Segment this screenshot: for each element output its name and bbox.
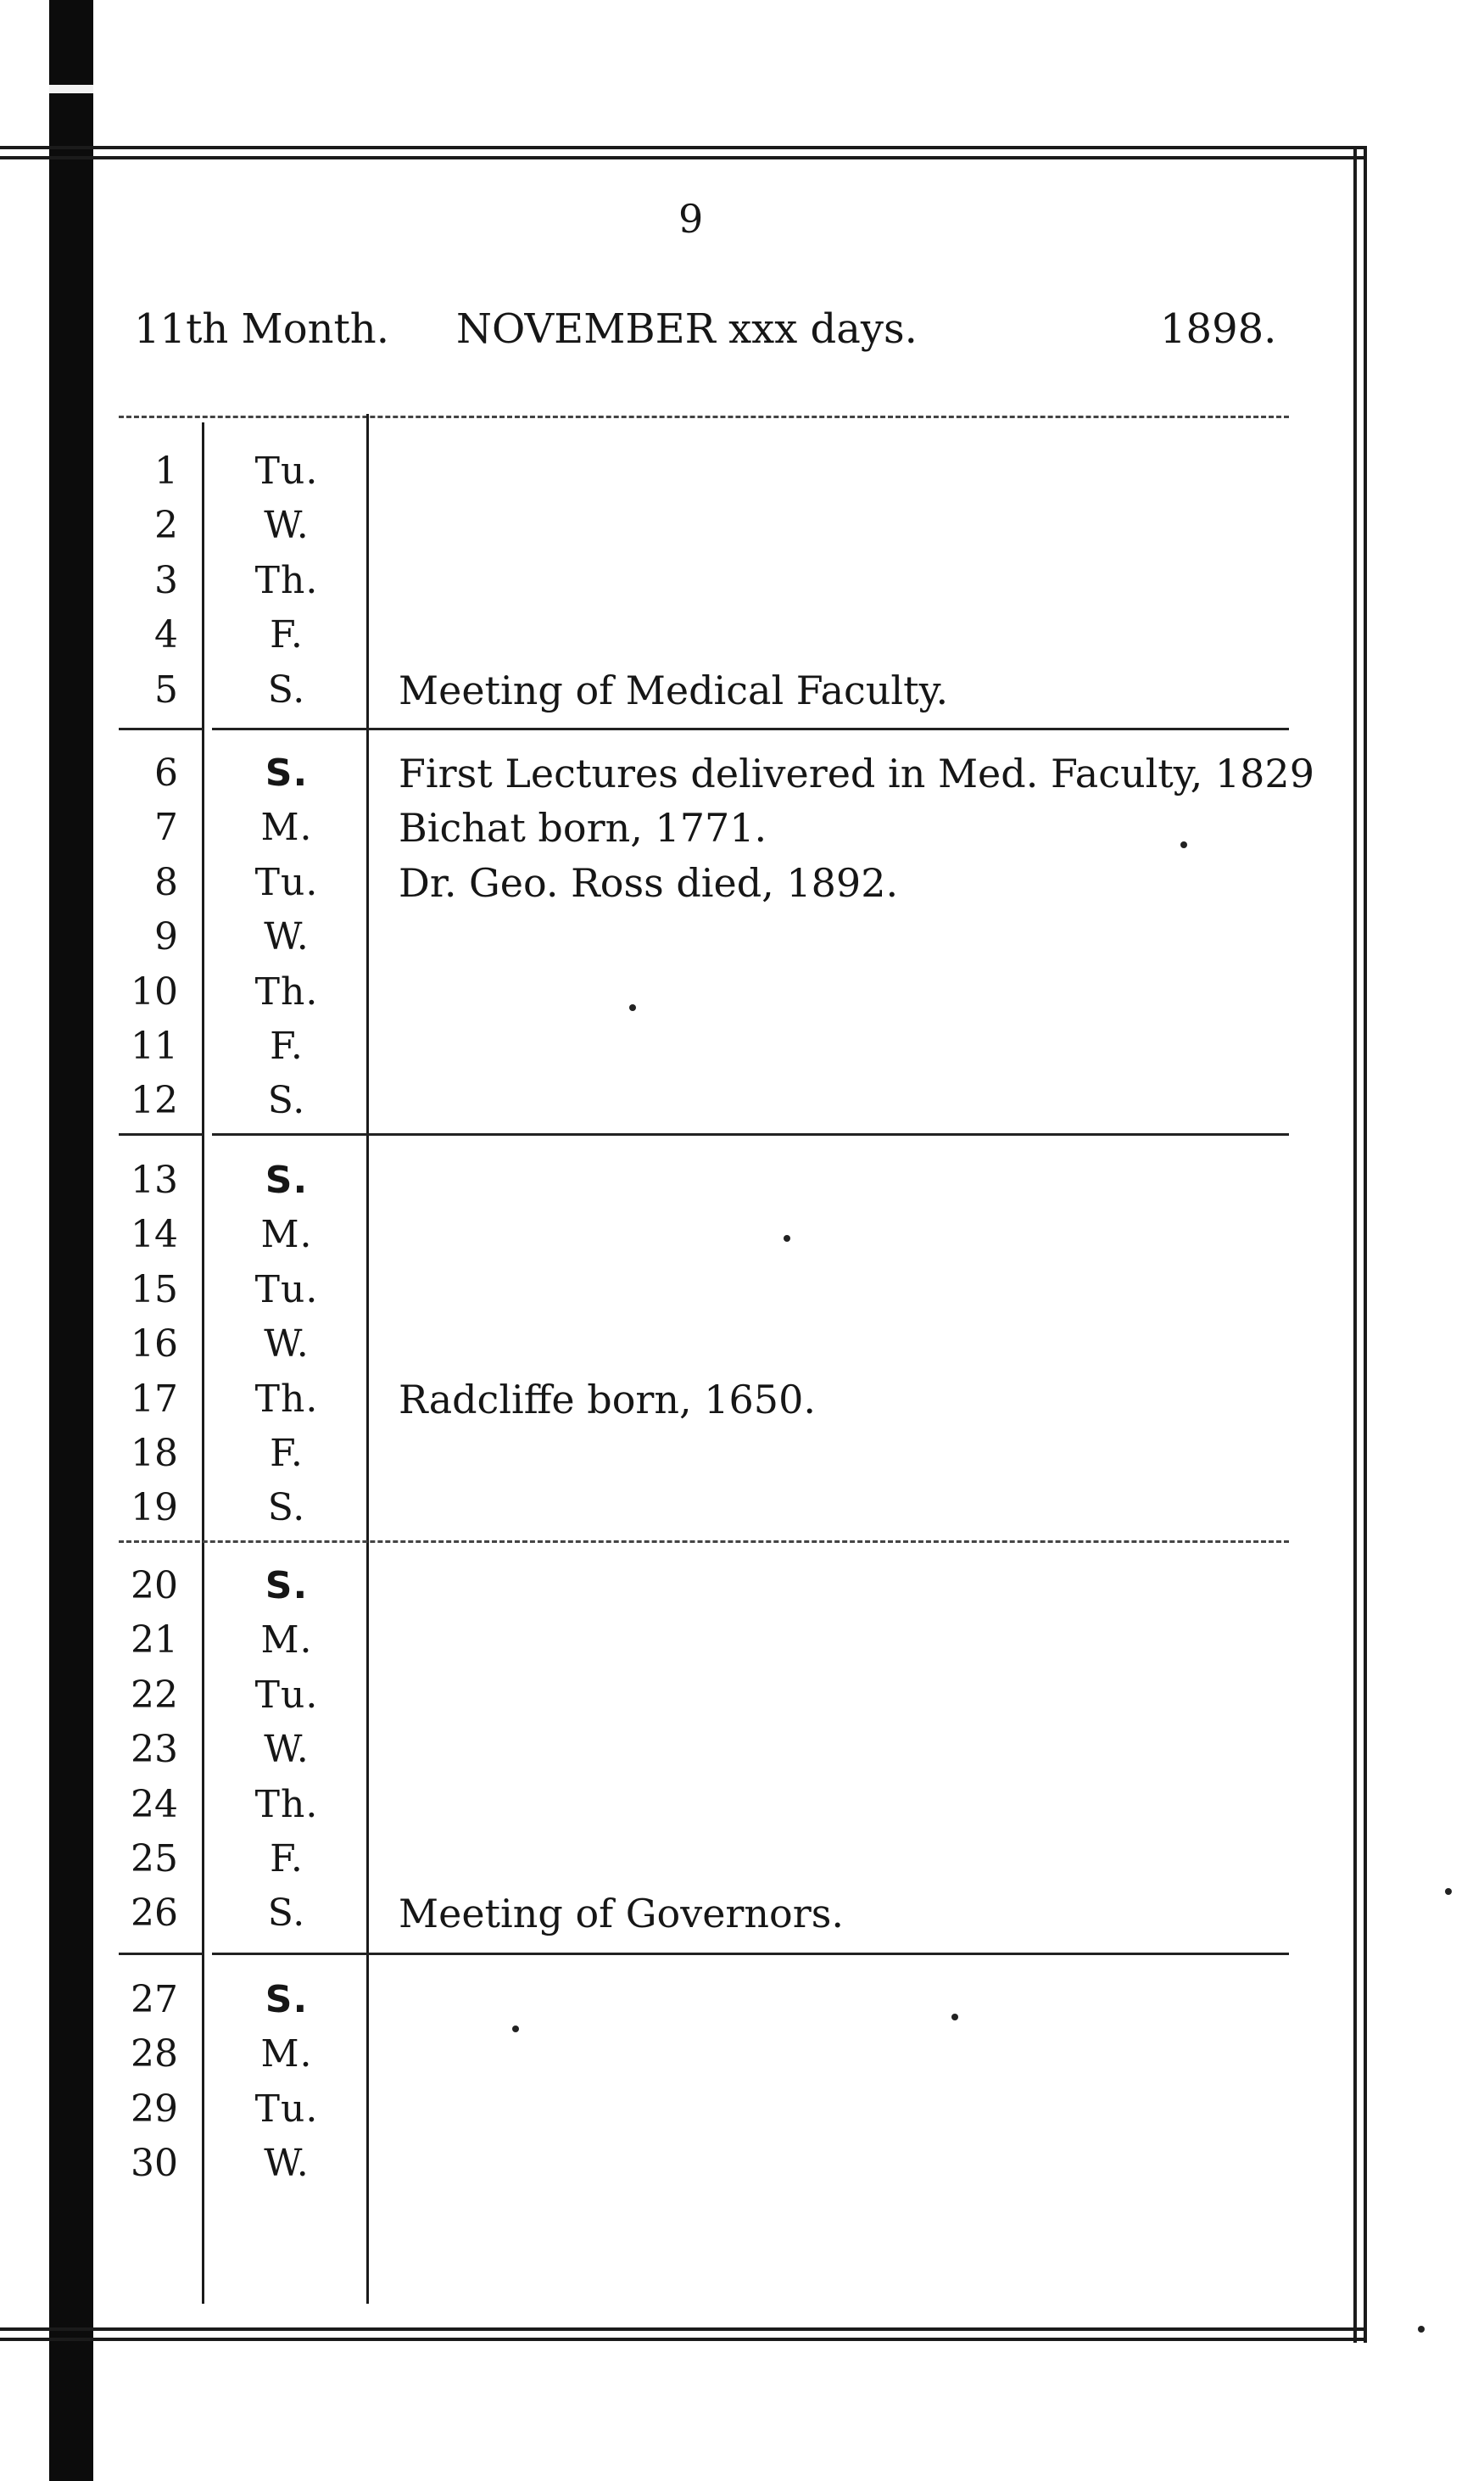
day-number: 21: [131, 1618, 178, 1662]
weekday-label: W.: [264, 1322, 310, 1366]
weekday-label: M.: [260, 1618, 313, 1662]
weekday-label: M.: [260, 2032, 313, 2076]
day-number: 9: [154, 915, 178, 959]
day-column-divider: [202, 422, 204, 2304]
month-ordinal: 11th Month.: [134, 305, 389, 353]
day-event: First Lectures delivered in Med. Faculty, 1829: [399, 751, 1314, 796]
weekday-label: S.: [265, 752, 309, 795]
weekday-label: F.: [270, 1837, 304, 1880]
week-separator-left: [119, 1133, 204, 1136]
day-number: 4: [154, 613, 178, 657]
weekday-label: Tu.: [254, 1267, 319, 1311]
day-event: Meeting of Governors.: [399, 1891, 844, 1937]
day-event: Meeting of Medical Faculty.: [399, 667, 949, 713]
weekday-label: W.: [264, 2142, 310, 2186]
weekday-label: W.: [264, 1728, 310, 1772]
day-number: 27: [131, 1978, 178, 2021]
weekday-label: F.: [270, 1432, 304, 1475]
day-number: 16: [131, 1322, 178, 1366]
day-number: 18: [131, 1432, 178, 1475]
scan-speck: [951, 2014, 958, 2020]
day-number: 25: [131, 1837, 178, 1880]
year: 1898.: [1160, 305, 1277, 353]
frame-right-rule-outer: [1364, 146, 1367, 2343]
month-title: NOVEMBER xxx days.: [456, 305, 918, 353]
weekday-label: W.: [264, 504, 310, 548]
day-number: 10: [131, 969, 178, 1014]
header-dashed-rule: [119, 416, 1289, 418]
frame-top-rule: [0, 146, 1365, 149]
week-separator-left: [119, 728, 204, 730]
day-number: 11: [131, 1025, 178, 1068]
day-number: 15: [131, 1267, 178, 1311]
weekday-label: S.: [265, 1564, 309, 1607]
weekday-label: Th.: [254, 1377, 319, 1421]
weekday-column-divider: [366, 414, 369, 2304]
scan-speck: [629, 1004, 636, 1011]
day-number: 26: [131, 1891, 178, 1936]
scan-speck: [512, 2026, 519, 2032]
day-event: Bichat born, 1771.: [399, 805, 767, 852]
weekday-label: F.: [270, 1025, 304, 1068]
frame-bottom-rule: [0, 2327, 1367, 2331]
frame-bottom-rule-outer: [0, 2338, 1367, 2341]
day-number: 28: [131, 2032, 178, 2076]
weekday-label: S.: [265, 1159, 309, 1202]
day-number: 17: [131, 1377, 178, 1421]
day-number: 24: [131, 1782, 178, 1826]
scan-speck: [1180, 841, 1187, 848]
day-event: Dr. Geo. Ross died, 1892.: [399, 859, 899, 906]
weekday-label: Th.: [254, 558, 319, 602]
frame-right-rule: [1353, 146, 1357, 2343]
day-number: 14: [131, 1213, 178, 1257]
weekday-label: M.: [260, 806, 313, 850]
weekday-label: Tu.: [254, 1673, 319, 1717]
day-number: 1: [154, 450, 178, 493]
weekday-label: Th.: [254, 969, 319, 1014]
day-number: 2: [154, 504, 178, 548]
day-number: 29: [131, 2087, 178, 2131]
day-number: 30: [131, 2142, 178, 2186]
day-number: 12: [131, 1079, 178, 1123]
week-separator-dashed: [119, 1540, 1289, 1543]
weekday-label: Th.: [254, 1782, 319, 1826]
day-number: 6: [154, 752, 178, 795]
frame-top-rule-inner: [0, 156, 1365, 159]
weekday-label: M.: [260, 1213, 313, 1257]
day-number: 20: [131, 1564, 178, 1607]
scan-speck: [1418, 2326, 1425, 2333]
weekday-label: W.: [264, 915, 310, 959]
weekday-label: Tu.: [254, 2087, 319, 2131]
day-number: 5: [154, 668, 178, 712]
day-event: Radcliffe born, 1650.: [399, 1376, 816, 1422]
weekday-label: Tu.: [254, 450, 319, 493]
day-number: 23: [131, 1728, 178, 1772]
day-number: 13: [131, 1159, 178, 1202]
weekday-label: Tu.: [254, 860, 319, 904]
week-separator: [212, 728, 1289, 730]
scan-speck: [1445, 1888, 1452, 1895]
day-number: 3: [154, 558, 178, 602]
day-number: 19: [131, 1486, 178, 1530]
weekday-label: S.: [267, 1486, 306, 1530]
week-separator: [212, 1133, 1289, 1136]
weekday-label: S.: [267, 1079, 306, 1123]
binding-spine-gap: [49, 85, 93, 93]
week-separator-left: [119, 1953, 204, 1955]
day-number: 7: [154, 806, 178, 850]
weekday-label: F.: [270, 613, 304, 657]
weekday-label: S.: [265, 1978, 309, 2021]
page-number: 9: [678, 196, 704, 242]
weekday-label: S.: [267, 668, 306, 712]
scan-speck: [784, 1235, 790, 1242]
day-number: 8: [154, 860, 178, 904]
weekday-label: S.: [267, 1891, 306, 1936]
day-number: 22: [131, 1673, 178, 1717]
week-separator: [212, 1953, 1289, 1955]
